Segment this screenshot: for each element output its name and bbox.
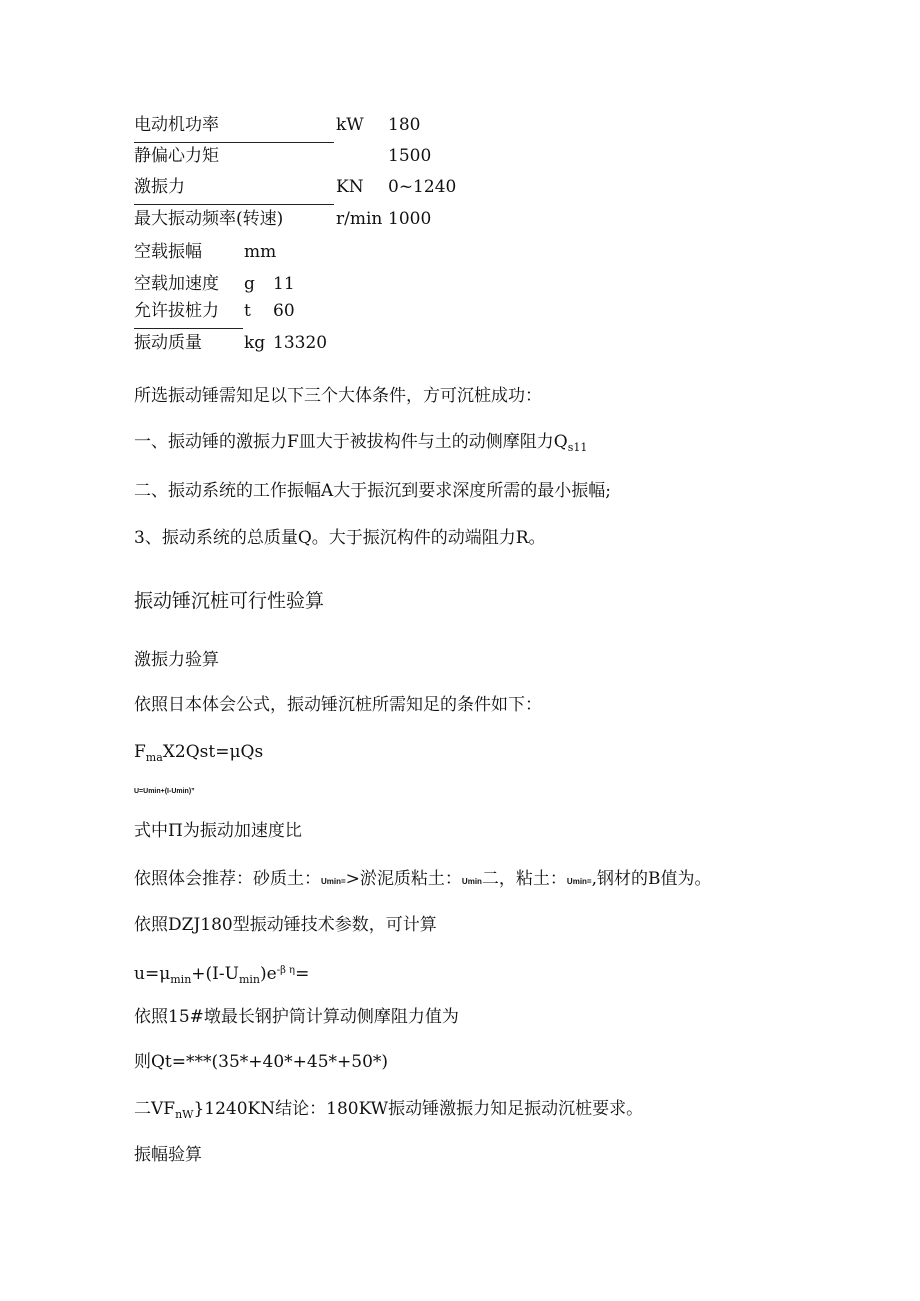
condition-3: 3、振动系统的总质量Q。大于振沉构件的动端阻力R。 bbox=[134, 528, 546, 548]
spec-value-vibration-mass: 13320 bbox=[273, 333, 328, 353]
conclusion-part-b: }1240KN结论：180KW振动锤激振力知足振动沉桩要求。 bbox=[193, 1099, 644, 1119]
ratio-description: 式中Π为振动加速度比 bbox=[134, 821, 302, 841]
table-rule bbox=[134, 204, 334, 205]
conclusion-part-a: 二VF bbox=[134, 1099, 176, 1119]
dzj-paragraph: 依照DZJ180型振动锤技术参数，可计算 bbox=[134, 915, 437, 935]
formula-1-part-b: X2Qst=μQs bbox=[162, 742, 264, 762]
qt-formula: 则Qt=***(35*+40*+45*+50*) bbox=[134, 1052, 389, 1072]
formula-1 bbox=[134, 742, 263, 768]
condition-1-text: 一、振动锤的激振力F皿大于被拔构件与土的动侧摩阻力Q bbox=[134, 432, 568, 452]
spec-unit-exciting-force: KN bbox=[336, 177, 364, 197]
condition-1-subscript: s11 bbox=[567, 441, 588, 454]
conclusion-subscript: nW bbox=[175, 1108, 194, 1121]
recommendation-sub-1: Umin= bbox=[321, 877, 346, 886]
spec-unit-acceleration: g bbox=[244, 274, 255, 294]
condition-2: 二、振动系统的工作振幅A大于振沉到要求深度所需的最小振幅; bbox=[134, 481, 612, 501]
spec-value-exciting-force: 0~1240 bbox=[388, 177, 457, 197]
spec-unit-motor-power: kW bbox=[336, 115, 364, 135]
spec-label-vibration-mass: 振动质量 bbox=[134, 333, 202, 353]
spec-label-exciting-force: 激振力 bbox=[134, 177, 185, 197]
spec-value-eccentric-moment: 1500 bbox=[388, 146, 432, 166]
recommendation-sub-3: Umin= bbox=[566, 877, 592, 886]
formula-2 bbox=[134, 961, 309, 990]
recommendation-part-c: 二，粘土： bbox=[481, 869, 567, 889]
recommendation-line bbox=[134, 869, 712, 892]
recommendation-part-a: 依照体会推荐：砂质土： bbox=[134, 869, 321, 889]
condition-1 bbox=[134, 432, 587, 458]
formula-2-superscript: -β η bbox=[276, 965, 296, 976]
formula-2-part-c: )e bbox=[260, 964, 277, 984]
table-rule bbox=[134, 142, 334, 143]
spec-label-pull-force: 允许拔桩力 bbox=[134, 301, 219, 321]
recommendation-part-b: >淤泥质粘土： bbox=[345, 869, 462, 889]
spec-label-motor-power: 电动机功率 bbox=[134, 115, 219, 135]
formula-2-part-a: u=μ bbox=[134, 964, 171, 984]
spec-value-motor-power: 180 bbox=[388, 115, 421, 135]
conclusion-line bbox=[134, 1099, 643, 1125]
table-rule bbox=[134, 328, 243, 329]
spec-unit-vibration-mass: kg bbox=[244, 333, 266, 353]
formula-2-part-d: = bbox=[295, 964, 310, 984]
section-heading: 振动锤沉桩可行性验算 bbox=[134, 590, 325, 612]
formula-1-part-a: F bbox=[134, 742, 146, 762]
spec-value-pull-force: 60 bbox=[273, 301, 295, 321]
pier-paragraph: 依照15#墩最长钢护筒计算动侧摩阻力值为 bbox=[134, 1007, 459, 1027]
spec-value-max-frequency: 1000 bbox=[388, 209, 432, 229]
spec-value-acceleration: 11 bbox=[273, 274, 295, 294]
formula-2-sub-2: min bbox=[238, 973, 261, 986]
formula-2-sub-1: min bbox=[170, 973, 192, 986]
spec-label-amplitude: 空载振幅 bbox=[134, 242, 202, 262]
spec-label-acceleration: 空载加速度 bbox=[134, 274, 219, 294]
spec-label-eccentric-moment: 静偏心力矩 bbox=[134, 146, 219, 166]
spec-unit-pull-force: t bbox=[244, 301, 251, 321]
recommendation-part-d: ,钢材的B值为。 bbox=[591, 869, 712, 889]
subheading-amplitude-check: 振幅验算 bbox=[134, 1145, 202, 1165]
spec-unit-amplitude: mm bbox=[244, 242, 277, 262]
formula-small: U=Umin+(I-Umin)” bbox=[134, 788, 195, 795]
spec-label-max-frequency: 最大振动频率(转速) bbox=[134, 209, 284, 229]
recommendation-sub-2: Umin bbox=[461, 877, 482, 886]
subheading-exciting-force-check: 激振力验算 bbox=[134, 650, 219, 670]
formula-1-subscript: ma bbox=[145, 751, 163, 764]
formula-intro: 依照日本体会公式，振动锤沉桩所需知足的条件如下： bbox=[134, 695, 542, 715]
formula-2-part-b: +(I-U bbox=[191, 964, 239, 984]
spec-unit-max-frequency: r/min bbox=[336, 209, 383, 229]
intro-paragraph: 所选振动锤需知足以下三个大体条件，方可沉桩成功： bbox=[134, 386, 542, 406]
